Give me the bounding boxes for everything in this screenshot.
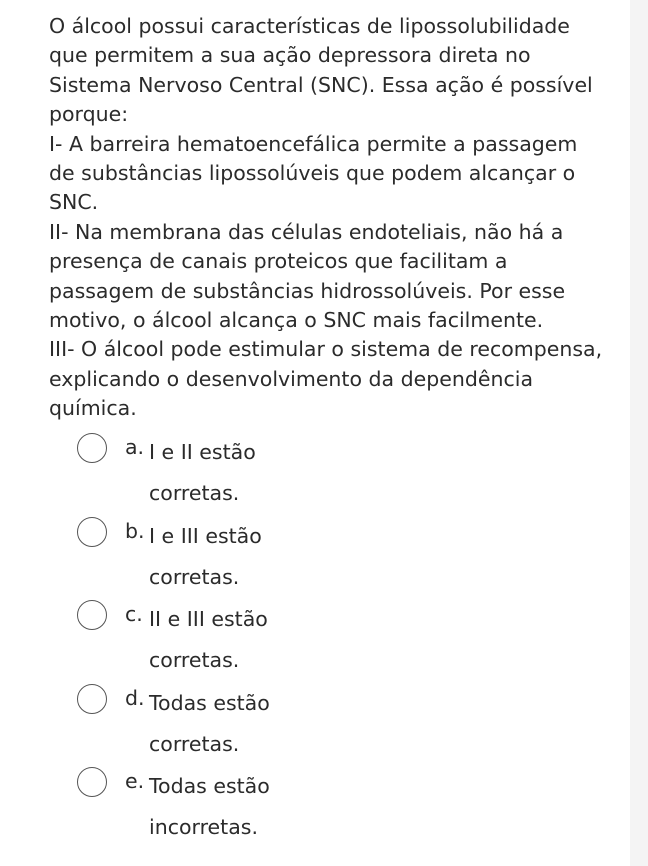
radio-circle-icon[interactable]	[77, 767, 107, 797]
scroll-track	[630, 0, 648, 866]
question-text	[49, 12, 609, 424]
radio-circle-icon[interactable]	[77, 433, 107, 463]
option-label: I e III estão corretas.	[149, 523, 262, 589]
option-e[interactable]	[77, 764, 497, 848]
option-label: I e II estão corretas.	[149, 440, 256, 505]
radio-circle-icon[interactable]	[77, 517, 107, 547]
option-label: Todas estão incorretas.	[149, 774, 270, 839]
statement-2: II- Na membrana das células endoteliais, não há a presença de canais proteicos que facilitam a passagem de substâncias hidrossolúveis. Por esse motivo, o álcool alcança o SNC mais facilmente.	[49, 219, 566, 333]
option-letter: b.	[125, 518, 145, 543]
option-letter: e.	[125, 769, 145, 793]
option-b[interactable]	[77, 514, 497, 598]
option-a[interactable]	[77, 430, 497, 514]
option-label: II e III estão corretas.	[149, 607, 268, 672]
option-c[interactable]	[77, 597, 497, 681]
question-intro: O álcool possui características de lipossolubilidade que permitem a sua ação depressora direta no Sistema Nervoso Central (SNC). Essa ação é possível porque:	[49, 14, 593, 127]
radio-circle-icon[interactable]	[77, 600, 107, 630]
option-letter: c.	[125, 602, 143, 626]
radio-circle-icon[interactable]	[77, 684, 107, 714]
option-d[interactable]	[77, 681, 497, 765]
option-letter: d.	[125, 685, 145, 710]
statement-3: III- O álcool pode estimular o sistema de recompensa, explicando o desenvolvimento da dependência química.	[49, 337, 603, 421]
answer-options	[77, 430, 497, 848]
option-letter: a.	[125, 435, 145, 459]
statement-1: I- A barreira hematoencefálica permite a passagem de substâncias lipossolúveis que podem alcançar o SNC.	[49, 131, 578, 215]
option-label: Todas estão corretas.	[149, 690, 270, 756]
